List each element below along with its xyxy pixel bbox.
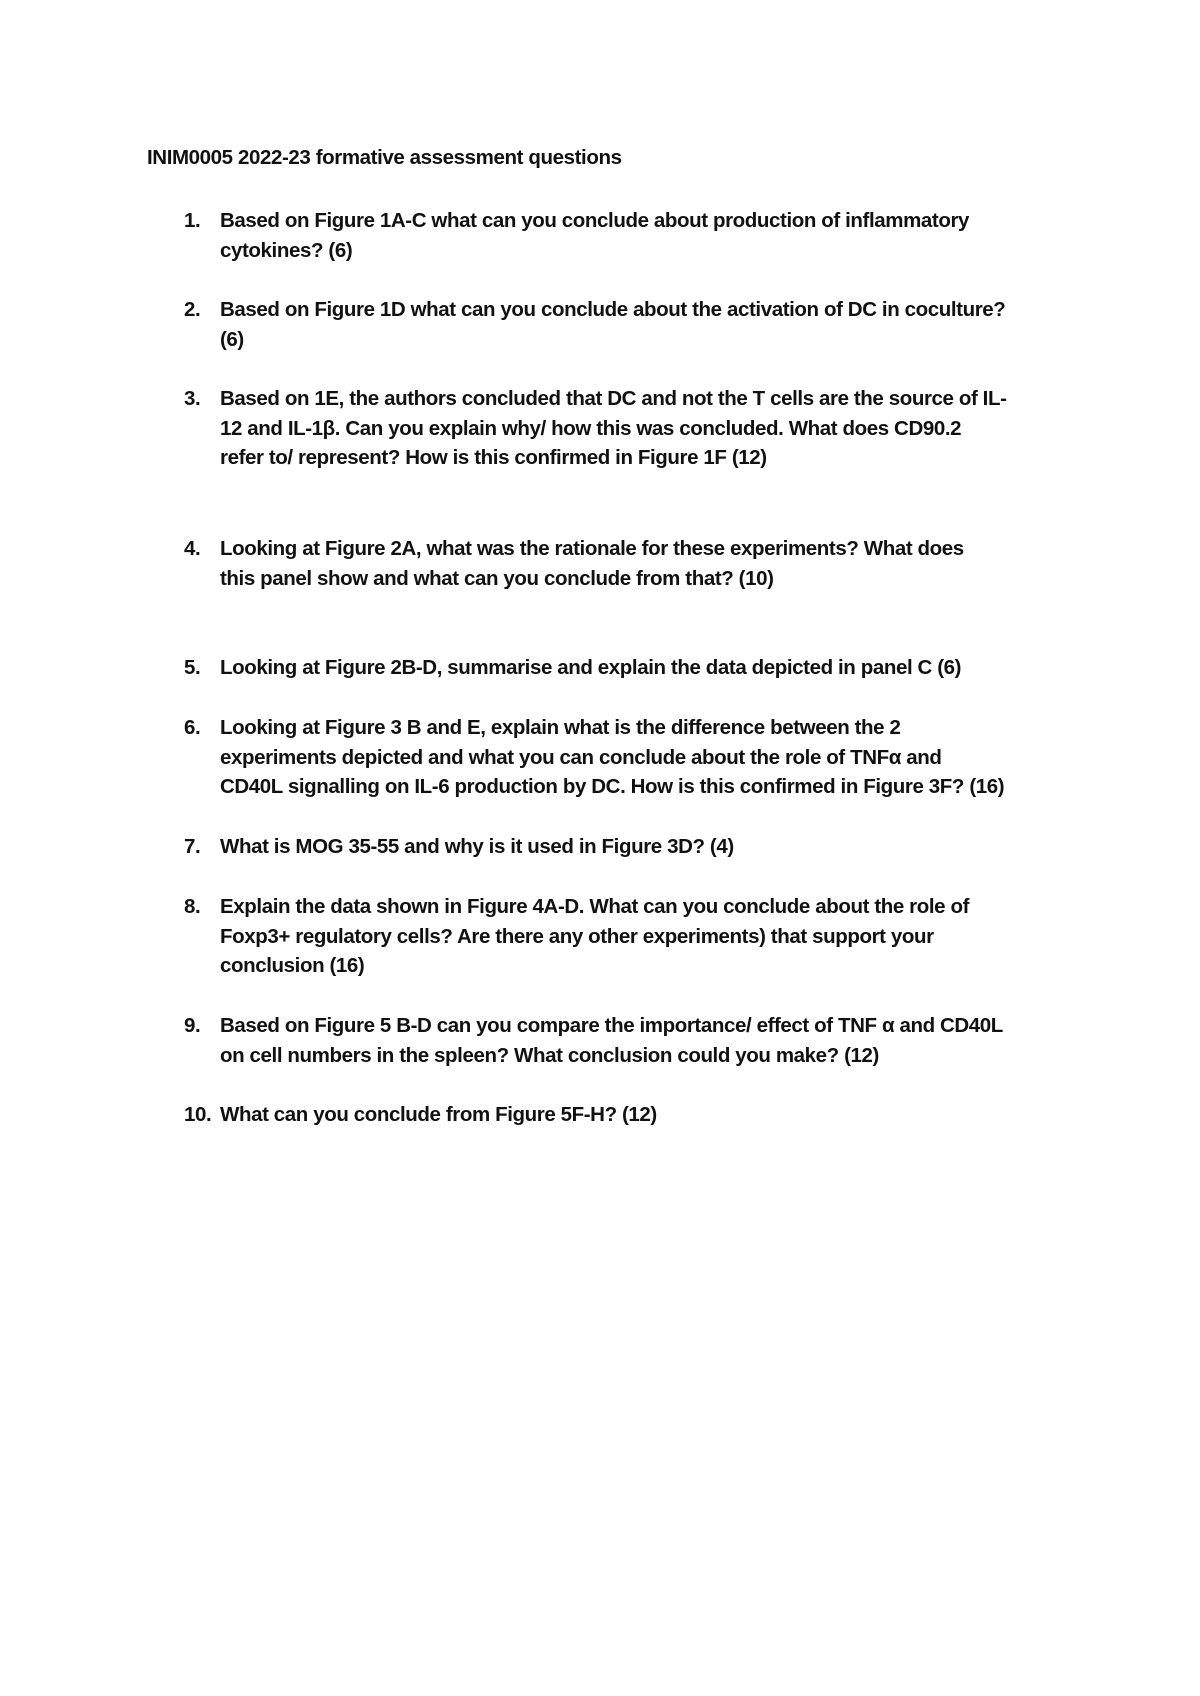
document-title: INIM0005 2022-23 formative assessment questions [147,146,622,169]
question-text: Based on 1E, the authors concluded that DC and not the T cells are the source of IL- 12 and IL-1β. Can you explain why/ how this was concluded. What does CD90.2 refer to/ represent? How is this confirmed in Figure 1F (12) [220,387,1007,470]
question-text: Looking at Figure 2A, what was the rationale for these experiments? What does this panel show and what can you conclude from that? (10) [220,537,964,590]
question-text: Explain the data shown in Figure 4A-D. What can you conclude about the role of Foxp3+ regulatory cells? Are there any other experiments) that support your conclusion (16) [220,895,970,978]
question-number: 9. [184,1014,201,1037]
question-text: Looking at Figure 2B-D, summarise and explain the data depicted in panel C (6) [220,656,962,679]
question-text: Based on Figure 1A-C what can you conclude about production of inflammatory cytokines? (6) [220,209,970,262]
question-number: 6. [184,716,201,739]
question-number: 1. [184,209,201,232]
question-number: 7. [184,835,201,858]
question-number: 2. [184,298,201,321]
question-number: 8. [184,895,201,918]
question-text: Looking at Figure 3 B and E, explain what is the difference between the 2 experiments depicted and what you can conclude about the role of TNFα and CD40L signalling on IL-6 production by DC. How is this confirmed in Figure 3F? (16) [220,716,1005,799]
question-number: 10. [184,1103,212,1126]
question-text: Based on Figure 1D what can you conclude about the activation of DC in coculture? (6) [220,298,1006,351]
question-text: What is MOG 35-55 and why is it used in Figure 3D? (4) [220,835,734,858]
question-text: What can you conclude from Figure 5F-H? (12) [220,1103,657,1126]
question-number: 4. [184,537,201,560]
question-number: 5. [184,656,201,679]
question-number: 3. [184,387,201,410]
question-text: Based on Figure 5 B-D can you compare the importance/ effect of TNF α and CD40L on cell numbers in the spleen? What conclusion could you make? (12) [220,1014,1003,1067]
